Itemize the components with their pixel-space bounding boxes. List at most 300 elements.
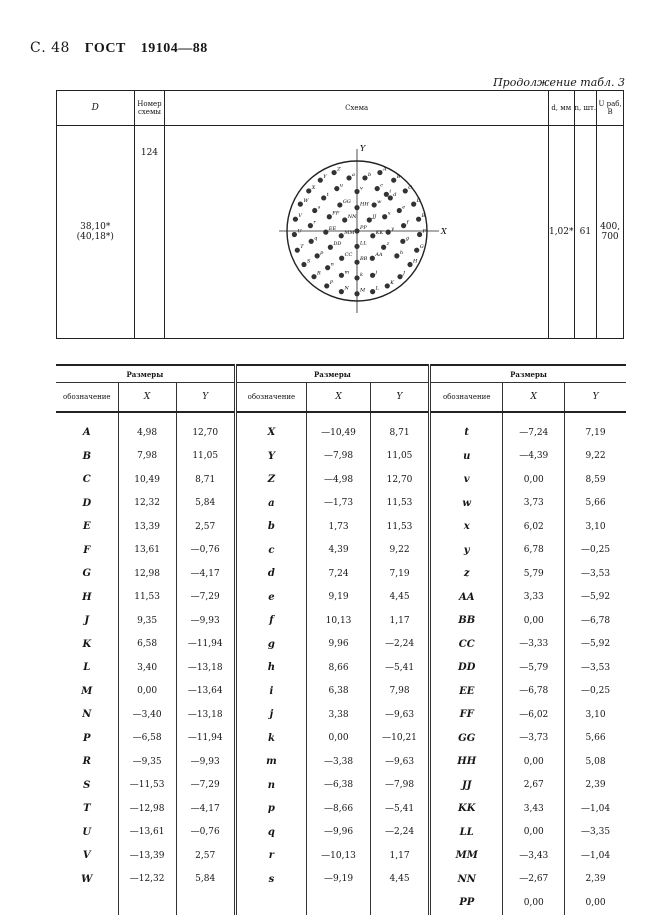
pin-label-j: j	[375, 268, 377, 275]
g2-x-cell: —9,19	[307, 868, 371, 892]
pin-label-Y: Y	[322, 173, 327, 180]
g2-label-cell: Z	[235, 468, 306, 492]
pin-label-B: B	[396, 173, 401, 180]
pin-label-G: G	[419, 243, 424, 250]
g1-label-cell: V	[82, 850, 91, 862]
col-dmm-header: d, мм	[548, 91, 574, 126]
pin-d	[387, 195, 392, 200]
col-u-header: U раб, В	[597, 91, 624, 126]
g3-label-cell: GG	[430, 727, 503, 751]
g1-y-cell: —9,93	[176, 750, 235, 774]
table-row	[56, 868, 626, 892]
pin-label-S: S	[306, 258, 311, 265]
pin-EE	[323, 229, 328, 234]
pin-label-m: m	[344, 268, 349, 275]
g2-x-cell: —6,38	[307, 774, 371, 798]
y-axis-label: Y	[359, 143, 365, 153]
g2-y-cell: 1,17	[370, 844, 429, 868]
g2-x-cell: —8,66	[307, 797, 371, 821]
pin-PP	[354, 228, 359, 233]
g3-label-cell: BB	[430, 609, 503, 633]
pin-c	[374, 185, 379, 190]
g3-y-cell: 5,08	[565, 750, 626, 774]
g3-y-cell: 3,10	[565, 703, 626, 727]
g2-label-cell: g	[235, 633, 306, 657]
g3-label-cell: u	[430, 445, 503, 469]
pin-label-c: c	[379, 182, 383, 189]
g1-x-cell: 3,40	[118, 656, 176, 680]
g3-x-cell: 0,00	[503, 468, 565, 492]
g3-label-cell: CC	[430, 633, 503, 657]
pin-label-K: K	[389, 279, 394, 286]
pin-label-D: D	[416, 197, 421, 204]
pin-label-w: w	[376, 198, 382, 205]
pin-label-X: X	[311, 184, 315, 191]
u-cell: 400, 700	[597, 126, 624, 339]
pin-BB	[354, 259, 359, 264]
dmm-cell: 1,02*	[548, 126, 574, 339]
pin-label-L: L	[375, 285, 379, 292]
g1-x-cell: 11,53	[118, 586, 176, 610]
g3-y-cell: 2,39	[565, 868, 626, 892]
pin-X	[306, 188, 311, 193]
g1-label-cell: S	[83, 779, 91, 791]
g2-label-cell: r	[235, 844, 306, 868]
pin-u	[334, 185, 339, 190]
g1-label-cell: M	[81, 685, 93, 697]
pin-K	[384, 283, 389, 288]
pin-KK	[370, 233, 375, 238]
pin-j	[370, 272, 375, 277]
table-row	[56, 797, 626, 821]
table-row	[56, 727, 626, 751]
g2-y-cell: —2,24	[370, 821, 429, 845]
g2-label-cell: j	[235, 703, 306, 727]
g3-x-cell: 0,00	[503, 750, 565, 774]
pin-V	[292, 216, 297, 221]
g2-y-cell: —7,98	[370, 774, 429, 798]
g3-label-cell: MM	[430, 844, 503, 868]
g3-label-cell: z	[430, 562, 503, 586]
table-row	[56, 844, 626, 868]
pin-D	[411, 201, 416, 206]
g3-col-x: X	[503, 383, 565, 413]
pin-label-P: P	[329, 279, 333, 286]
g3-y-cell: —3,35	[565, 821, 626, 845]
g2-x-cell: 4,39	[307, 539, 371, 563]
g3-y-cell: —0,25	[565, 680, 626, 704]
g3-x-cell: —5,79	[503, 656, 565, 680]
pin-J	[397, 274, 402, 279]
pin-label-EE: EE	[328, 225, 336, 232]
pin-i	[383, 191, 388, 196]
table-row	[56, 680, 626, 704]
g1-label-cell: W	[81, 873, 93, 885]
g1-y-cell: 12,70	[176, 421, 235, 445]
pin-m	[339, 272, 344, 277]
pin-p	[314, 253, 319, 258]
g3-x-cell: 6,02	[503, 515, 565, 539]
pin-label-CC: CC	[344, 251, 352, 258]
pin-y	[385, 229, 390, 234]
g1-label-cell: R	[82, 756, 91, 768]
g1-label-cell: N	[82, 709, 92, 721]
g1-x-cell: —9,35	[118, 750, 176, 774]
pin-label-NN: NN	[347, 213, 357, 220]
g3-label-cell: PP	[430, 891, 503, 915]
g1-label-cell: U	[82, 826, 92, 838]
g1-y-cell: 5,84	[176, 492, 235, 516]
connector-diagram	[267, 141, 447, 321]
pin-x	[382, 214, 387, 219]
pin-CC	[339, 255, 344, 260]
g1-label-cell: A	[82, 427, 91, 439]
pin-B	[391, 177, 396, 182]
pin-label-W: W	[302, 197, 309, 204]
g3-label-cell: t	[430, 421, 503, 445]
pin-w	[371, 202, 376, 207]
scheme-cell	[165, 126, 549, 339]
table-row	[56, 750, 626, 774]
g1-x-cell: —12,98	[118, 797, 176, 821]
g3-col-label: обозначение	[430, 383, 503, 413]
pin-label-AA: AA	[374, 251, 383, 258]
coordinates-rows	[56, 421, 626, 915]
g2-x-cell: —10,13	[307, 844, 371, 868]
g3-x-cell: 0,00	[503, 609, 565, 633]
pin-E	[416, 216, 421, 221]
table-row	[56, 609, 626, 633]
g2-label-cell: p	[235, 797, 306, 821]
pin-C	[402, 188, 407, 193]
g2-label-cell: Y	[235, 445, 306, 469]
coordinates-table	[56, 364, 626, 915]
pin-FF	[326, 214, 331, 219]
pin-label-g: g	[405, 234, 409, 241]
g2-label-cell: m	[235, 750, 306, 774]
g1-x-cell: 0,00	[118, 680, 176, 704]
g2-label-cell: k	[235, 727, 306, 751]
pin-label-u: u	[339, 182, 343, 189]
g2-col-y: Y	[370, 383, 429, 413]
pin-label-A: A	[382, 166, 387, 173]
scheme-table	[56, 90, 624, 339]
pin-a	[346, 175, 351, 180]
g1-y-cell: —0,76	[176, 539, 235, 563]
g2-label-cell: e	[235, 586, 306, 610]
g3-label-cell: EE	[430, 680, 503, 704]
pin-label-n: n	[330, 261, 334, 268]
g2-label-cell: b	[235, 515, 306, 539]
g1-label-cell: P	[83, 732, 91, 744]
pin-label-e: e	[401, 204, 405, 211]
g2-label-cell: h	[235, 656, 306, 680]
g3-y-cell: 5,66	[565, 727, 626, 751]
g3-x-cell: —3,43	[503, 844, 565, 868]
g2-y-cell: 4,45	[370, 868, 429, 892]
pin-LL	[354, 243, 359, 248]
pin-h	[394, 253, 399, 258]
pin-label-y: y	[390, 225, 394, 232]
g3-x-cell: —7,24	[503, 421, 565, 445]
g3-label-cell: w	[430, 492, 503, 516]
pin-DD	[327, 244, 332, 249]
g2-x-cell: 10,13	[307, 609, 371, 633]
col-n-header: n, шт.	[574, 91, 597, 126]
g2-x-cell: —10,49	[307, 421, 371, 445]
g1-y-cell: —4,17	[176, 562, 235, 586]
g1-y-cell: 2,57	[176, 844, 235, 868]
g1-y-cell	[176, 891, 235, 915]
g1-y-cell: —7,29	[176, 586, 235, 610]
table-row	[56, 891, 626, 915]
g3-x-cell: —6,02	[503, 703, 565, 727]
pin-label-C: C	[407, 184, 412, 191]
g1-x-cell: 4,98	[118, 421, 176, 445]
g2-y-cell: —2,24	[370, 633, 429, 657]
g1-y-cell: —7,29	[176, 774, 235, 798]
g1-x-cell: —13,61	[118, 821, 176, 845]
g2-label-cell: n	[235, 774, 306, 798]
g3-label-cell: JJ	[430, 774, 503, 798]
pin-L	[370, 289, 375, 294]
pin-label-z: z	[386, 240, 389, 247]
g2-y-cell: 12,70	[370, 468, 429, 492]
g1-x-cell: —12,32	[118, 868, 176, 892]
g3-y-cell: —1,04	[565, 797, 626, 821]
pin-v	[354, 188, 359, 193]
g1-x-cell: 13,61	[118, 539, 176, 563]
g1-x-cell: 12,32	[118, 492, 176, 516]
pin-M	[354, 291, 359, 296]
group1-title: Размеры	[56, 365, 235, 383]
group2-title: Размеры	[235, 365, 429, 383]
g1-x-cell: 7,98	[118, 445, 176, 469]
g1-label-cell: F	[83, 544, 91, 556]
table-row	[56, 421, 626, 445]
table-row	[56, 445, 626, 469]
g2-y-cell: 11,53	[370, 492, 429, 516]
g2-x-cell: —3,38	[307, 750, 371, 774]
g3-y-cell: —1,04	[565, 844, 626, 868]
pin-label-x: x	[387, 210, 391, 217]
g2-y-cell	[370, 891, 429, 915]
g2-y-cell: —10,21	[370, 727, 429, 751]
table-row	[56, 562, 626, 586]
table-row	[56, 468, 626, 492]
g3-y-cell: 7,19	[565, 421, 626, 445]
g1-x-cell: —13,39	[118, 844, 176, 868]
standard-name: ГОСТ	[84, 41, 126, 56]
table-row	[56, 774, 626, 798]
g1-x-cell: 12,98	[118, 562, 176, 586]
g3-y-cell: —0,25	[565, 539, 626, 563]
pin-Y	[317, 177, 322, 182]
pin-R	[311, 274, 316, 279]
g1-label-cell: H	[82, 591, 92, 603]
table-row	[56, 586, 626, 610]
g2-label-cell: q	[235, 821, 306, 845]
pin-label-f: f	[406, 219, 409, 226]
pin-label-d: d	[392, 191, 397, 198]
pin-JJ	[366, 217, 371, 222]
g1-col-y: Y	[176, 383, 235, 413]
pin-P	[324, 283, 329, 288]
g3-col-y: Y	[565, 383, 626, 413]
pin-label-MM: MM	[343, 229, 355, 236]
g1-x-cell: —3,40	[118, 703, 176, 727]
g1-label-cell	[56, 891, 118, 915]
g2-y-cell: —5,41	[370, 656, 429, 680]
g3-y-cell: 5,66	[565, 492, 626, 516]
pin-F	[417, 231, 422, 236]
g3-y-cell: —5,92	[565, 586, 626, 610]
pin-label-b: b	[367, 171, 371, 178]
pin-label-t: t	[326, 191, 329, 198]
g2-col-label: обозначение	[235, 383, 306, 413]
g1-label-cell: B	[82, 450, 92, 462]
pin-label-PP: PP	[359, 224, 367, 231]
pin-label-k: k	[359, 271, 363, 278]
g1-y-cell: 8,71	[176, 468, 235, 492]
pin-label-N: N	[344, 285, 349, 292]
g2-y-cell: 4,45	[370, 586, 429, 610]
pin-label-i: i	[389, 187, 391, 194]
pin-GG	[337, 202, 342, 207]
g2-col-x: X	[307, 383, 371, 413]
g1-col-x: X	[118, 383, 176, 413]
pin-e	[396, 207, 401, 212]
pin-label-KK: KK	[375, 229, 383, 236]
g1-label-cell: J	[84, 615, 90, 627]
g1-x-cell: 9,35	[118, 609, 176, 633]
g3-y-cell: 0,00	[565, 891, 626, 915]
g2-label-cell: c	[235, 539, 306, 563]
pin-label-V: V	[298, 212, 302, 219]
table-row	[56, 821, 626, 845]
pin-label-H: H	[412, 258, 418, 265]
g1-y-cell: —0,76	[176, 821, 235, 845]
g3-x-cell: —4,39	[503, 445, 565, 469]
table-row	[56, 515, 626, 539]
table-row	[56, 656, 626, 680]
g2-x-cell: 6,38	[307, 680, 371, 704]
pin-W	[297, 201, 302, 206]
pin-label-M: M	[359, 287, 365, 294]
g3-x-cell: 5,79	[503, 562, 565, 586]
g3-x-cell: 0,00	[503, 821, 565, 845]
pin-label-a: a	[351, 171, 355, 178]
pin-label-F: F	[422, 227, 426, 234]
pin-label-h: h	[399, 249, 403, 256]
g3-y-cell: 3,10	[565, 515, 626, 539]
col-d-header: D	[57, 91, 135, 126]
g2-x-cell: —9,96	[307, 821, 371, 845]
g1-y-cell: —9,93	[176, 609, 235, 633]
pin-f	[401, 223, 406, 228]
g2-x-cell: 0,00	[307, 727, 371, 751]
g1-x-cell: —11,53	[118, 774, 176, 798]
g2-label-cell	[235, 891, 306, 915]
g1-y-cell: —11,94	[176, 633, 235, 657]
g1-x-cell	[118, 891, 176, 915]
g1-label-cell: C	[82, 474, 91, 486]
g3-x-cell: 6,78	[503, 539, 565, 563]
pin-A	[377, 169, 382, 174]
g3-label-cell: NN	[430, 868, 503, 892]
pin-label-FF: FF	[331, 210, 339, 217]
g2-label-cell: s	[235, 868, 306, 892]
g3-label-cell: KK	[430, 797, 503, 821]
g1-y-cell: —13,18	[176, 703, 235, 727]
g1-y-cell: 5,84	[176, 868, 235, 892]
g3-x-cell: 3,33	[503, 586, 565, 610]
group3-title: Размеры	[430, 365, 626, 383]
g1-y-cell: —13,64	[176, 680, 235, 704]
g3-label-cell: AA	[430, 586, 503, 610]
pin-label-BB: BB	[359, 255, 368, 262]
table-row	[56, 492, 626, 516]
pin-label-E: E	[421, 212, 425, 219]
g3-y-cell: —3,53	[565, 656, 626, 680]
g2-y-cell: 7,98	[370, 680, 429, 704]
g2-y-cell: —9,63	[370, 703, 429, 727]
g1-y-cell: 2,57	[176, 515, 235, 539]
g2-x-cell: —1,73	[307, 492, 371, 516]
g2-x-cell: —4,98	[307, 468, 371, 492]
continuation-note: Продолжение табл. 3	[493, 76, 625, 89]
pin-label-LL: LL	[359, 239, 367, 246]
g2-y-cell: 11,53	[370, 515, 429, 539]
pin-label-GG: GG	[342, 198, 351, 205]
g3-x-cell: 3,73	[503, 492, 565, 516]
table-row	[56, 703, 626, 727]
g3-x-cell: 2,67	[503, 774, 565, 798]
g3-label-cell: HH	[430, 750, 503, 774]
pin-label-p: p	[319, 249, 324, 256]
page-header	[30, 40, 208, 57]
g1-x-cell: 6,58	[118, 633, 176, 657]
g2-x-cell: 7,24	[307, 562, 371, 586]
g2-y-cell: 8,71	[370, 421, 429, 445]
x-axis-label: X	[440, 226, 447, 236]
g3-x-cell: —3,73	[503, 727, 565, 751]
g3-x-cell: —6,78	[503, 680, 565, 704]
g2-x-cell: 8,66	[307, 656, 371, 680]
pin-b	[362, 175, 367, 180]
pin-H	[407, 261, 412, 266]
g2-y-cell: 7,19	[370, 562, 429, 586]
col-scheme-header: Схема	[165, 91, 549, 126]
pin-q	[308, 238, 313, 243]
d-cell: 38,10* (40,18*)	[57, 126, 135, 339]
g2-label-cell: d	[235, 562, 306, 586]
pin-label-r: r	[313, 219, 316, 226]
g3-x-cell: 3,43	[503, 797, 565, 821]
g3-y-cell: —6,78	[565, 609, 626, 633]
g3-y-cell: —3,53	[565, 562, 626, 586]
g1-y-cell: —11,94	[176, 727, 235, 751]
g1-label-cell: L	[83, 662, 91, 674]
g2-x-cell: —7,98	[307, 445, 371, 469]
pin-label-s: s	[317, 204, 320, 211]
pin-T	[294, 247, 299, 252]
g3-label-cell: y	[430, 539, 503, 563]
pin-N	[338, 289, 343, 294]
g2-x-cell: 3,38	[307, 703, 371, 727]
g3-label-cell: FF	[430, 703, 503, 727]
g1-label-cell: D	[82, 497, 92, 509]
